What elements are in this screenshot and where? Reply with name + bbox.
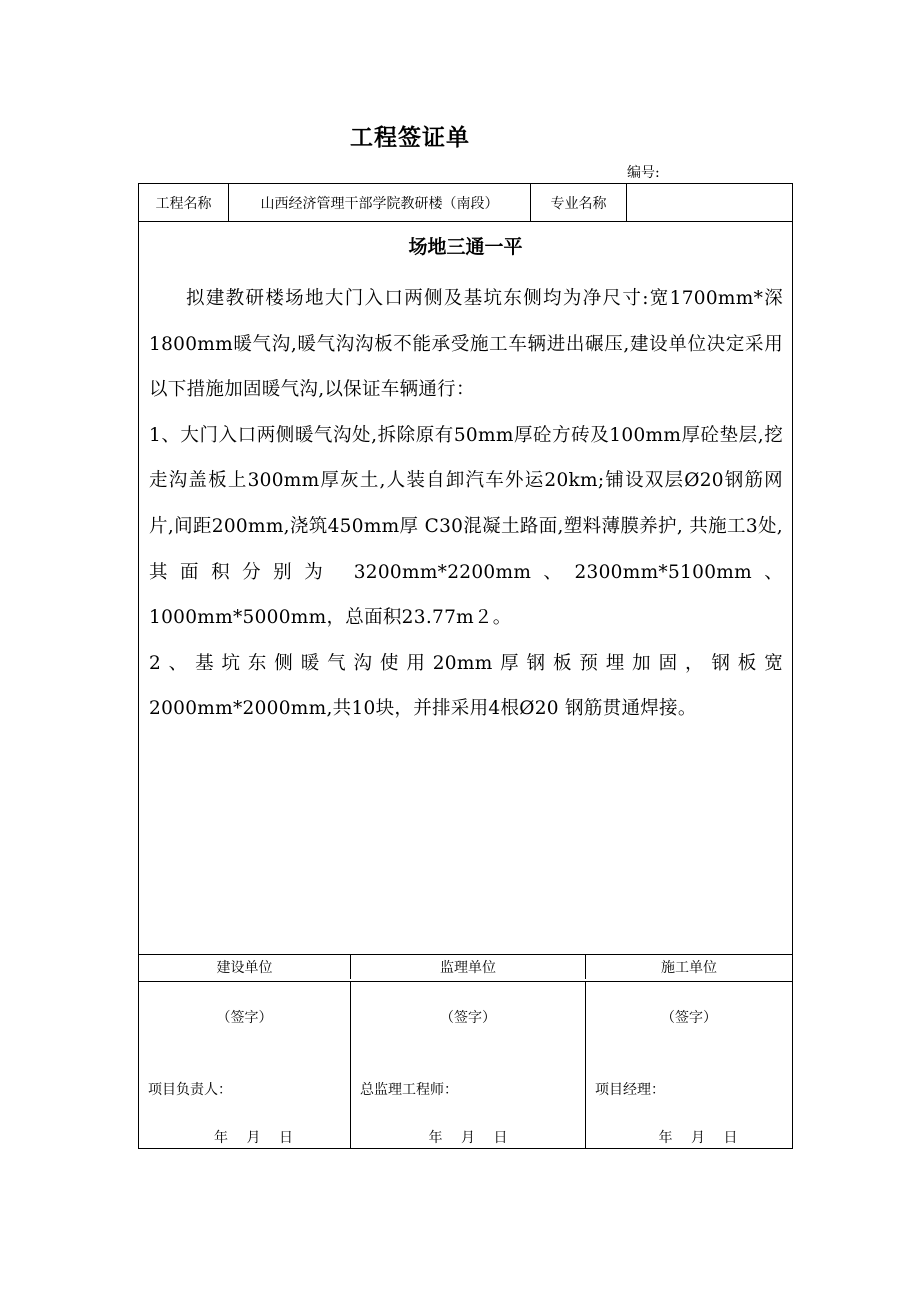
supervision-unit-signature-cell — [351, 981, 586, 1148]
specialty-label: 专业名称 — [531, 184, 627, 221]
paragraph-intro: 拟建教研楼场地大门入口两侧及基坑东侧均为净尺寸:宽1700mm*深1800mm暖气沟,暖气沟沟板不能承受施工车辆进出碾压,建设单位决定采用以下措施加固暖气沟,以保证车辆通行： — [149, 288, 783, 401]
document-title: 工程签证单 — [350, 124, 470, 151]
contractor-unit-signature-cell — [586, 981, 792, 1148]
date-label: 年 月 日 — [428, 1130, 508, 1146]
construction-unit-heading: 建设单位 — [139, 955, 351, 979]
specialty-value — [627, 184, 792, 221]
signature-placeholder: （签字） — [661, 1010, 717, 1026]
paragraph-item-2: 2、基坑东侧暖气沟使用20mm厚钢板预埋加固，钢板宽2000mm*2000mm,共10块，并排采用4根Ø20 钢筋贯通焊接。 — [149, 652, 783, 720]
date-label: 年 月 日 — [214, 1130, 293, 1146]
construction-unit-signature-cell — [139, 981, 351, 1148]
visa-form-table — [138, 183, 793, 1149]
contractor-unit-heading: 施工单位 — [661, 960, 717, 976]
signature-row — [139, 981, 792, 1148]
project-name-value: 山西经济管理干部学院教研楼（南段） — [229, 184, 531, 221]
visa-content-area — [139, 222, 792, 954]
project-name-label: 工程名称 — [139, 184, 229, 221]
document-number-label: 编号: — [627, 165, 660, 181]
project-manager-label: 项目经理： — [595, 1082, 665, 1098]
signature-placeholder: （签字） — [440, 1010, 496, 1026]
project-header-row — [139, 184, 792, 222]
supervision-unit-heading: 监理单位 — [351, 955, 586, 979]
visa-subject: 场地三通一平 — [408, 236, 523, 258]
chief-supervisor-label: 总监理工程师： — [360, 1082, 458, 1098]
date-label: 年 月 日 — [658, 1130, 738, 1146]
signature-placeholder: （签字） — [216, 1010, 273, 1026]
paragraph-item-1: 1、大门入口两侧暖气沟处,拆除原有50mm厚砼方砖及100mm厚砼垫层,挖走沟盖板上300mm厚灰土,人装自卸汽车外运20km;铺设双层Ø20钢筋网片,间距200mm,浇筑450mm厚 C30混凝土路面,塑料薄膜养护, 共施工3处,其面积分别为 3200mm*2200mm、2300mm*5100mm、1000mm*5000mm，总面积23.77m２。 — [149, 424, 783, 629]
visa-description — [149, 276, 783, 732]
signature-header-row — [139, 954, 792, 982]
project-leader-label: 项目负责人： — [148, 1082, 232, 1098]
